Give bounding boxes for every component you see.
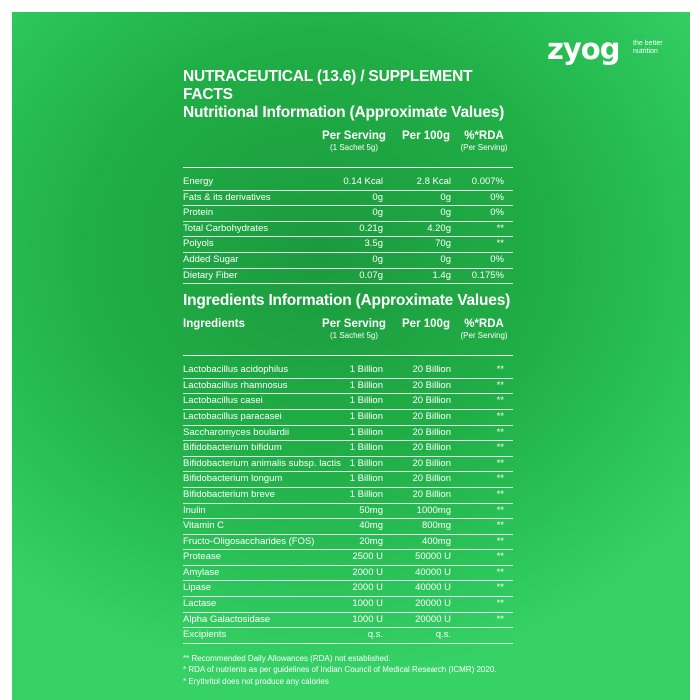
row-label: Lipase <box>183 582 211 594</box>
row-per-serving: 1 Billion <box>349 395 383 407</box>
row-per-serving: 1 Billion <box>349 364 383 376</box>
row-rda: 0.007% <box>471 176 504 187</box>
row-label: Alpha Galactosidase <box>183 613 271 625</box>
row-per-serving: 1 Billion <box>349 410 383 422</box>
row-per-serving: 1000 U <box>352 613 383 625</box>
row-rda: 0% <box>490 207 504 219</box>
row-rda: ** <box>496 395 504 407</box>
table-row <box>183 206 513 222</box>
row-label: Total Carbohydrates <box>183 222 269 234</box>
table-row <box>183 519 513 535</box>
row-label: Protein <box>183 207 214 219</box>
table-row <box>183 472 513 488</box>
row-per-serving: 1 Billion <box>349 488 383 500</box>
row-rda: ** <box>496 442 504 454</box>
row-rda: ** <box>496 598 504 610</box>
table-row <box>183 628 513 644</box>
table-row <box>183 269 513 285</box>
row-per-serving: 1 Billion <box>349 457 383 469</box>
row-per-serving: 1 Billion <box>349 442 383 454</box>
ingredients-heading: Ingredients Information (Approximate Values) <box>183 292 511 310</box>
row-label: Bifidobacterium breve <box>183 488 275 500</box>
row-label: Vitamin C <box>183 520 225 532</box>
row-rda: ** <box>496 535 504 547</box>
table-row <box>183 613 513 629</box>
row-per-100g: 4.20g <box>427 222 451 234</box>
row-per-serving: 0.14 Kcal <box>343 176 383 187</box>
row-rda: ** <box>496 410 504 422</box>
row-rda: ** <box>496 613 504 625</box>
row-per-100g: 0g <box>440 191 451 203</box>
row-label: Dietary Fiber <box>183 269 238 281</box>
row-per-100g: 400mg <box>421 535 451 547</box>
row-rda: ** <box>496 582 504 594</box>
row-per-100g: 50000 U <box>415 551 451 563</box>
row-per-100g: 0g <box>440 253 451 265</box>
row-rda: ** <box>496 222 504 234</box>
row-rda: ** <box>496 504 504 516</box>
table-row <box>183 237 513 253</box>
row-per-serving: 1000 U <box>352 598 383 610</box>
footnote: * Erythritol does not produce any calories <box>183 676 329 686</box>
col-per-serving: Per Serving (1 Sachet 5g) <box>322 130 386 152</box>
row-label: Saccharomyces boulardii <box>183 426 290 438</box>
row-label: Lactobacillus paracasei <box>183 410 282 422</box>
supplement-facts-panel <box>183 68 513 687</box>
table-row <box>183 426 513 442</box>
row-per-serving: 2000 U <box>352 582 383 594</box>
col-ingredients: Ingredients <box>183 318 245 331</box>
row-rda: ** <box>496 457 504 469</box>
row-label: Polyols <box>183 238 214 250</box>
table-row <box>183 581 513 597</box>
row-per-100g: 20000 U <box>415 598 451 610</box>
row-label: Fats & its derivatives <box>183 191 271 203</box>
nutrition-table-header <box>183 127 513 168</box>
row-per-100g: 1.4g <box>432 269 451 281</box>
row-label: Fructo-Oligosaccharides (FOS) <box>183 535 315 547</box>
row-rda: ** <box>496 488 504 500</box>
row-per-100g: 20 Billion <box>412 457 451 469</box>
row-rda: ** <box>496 551 504 563</box>
row-label: Added Sugar <box>183 253 239 265</box>
row-per-100g: 20 Billion <box>412 379 451 391</box>
page-title: NUTRACEUTICAL (13.6) / SUPPLEMENT FACTS <box>183 68 473 103</box>
table-row <box>183 363 513 379</box>
col-per-100g: Per 100g <box>402 130 450 142</box>
table-row <box>183 410 513 426</box>
row-per-100g: 2.8 Kcal <box>416 176 451 187</box>
col-per-100g: Per 100g <box>402 318 450 331</box>
white-frame-left <box>0 0 12 700</box>
row-per-100g: 20 Billion <box>412 395 451 407</box>
table-row <box>183 550 513 566</box>
footnotes <box>183 653 513 688</box>
table-row <box>183 191 513 207</box>
row-label: Protease <box>183 551 222 563</box>
row-rda: 0% <box>490 253 504 265</box>
row-per-100g: 40000 U <box>415 582 451 594</box>
nutrition-heading: Nutritional Information (Approximate Values) <box>183 104 505 121</box>
row-per-serving: 50mg <box>359 504 383 516</box>
row-per-serving: 1 Billion <box>349 379 383 391</box>
row-per-100g: 20000 U <box>415 613 451 625</box>
row-per-100g: 1000mg <box>416 504 451 516</box>
row-label: Bifidobacterium bifidum <box>183 442 282 454</box>
row-per-serving: 2000 U <box>352 566 383 578</box>
row-per-serving: 0.07g <box>359 269 383 281</box>
row-rda: ** <box>496 379 504 391</box>
table-row <box>183 488 513 504</box>
table-row <box>183 597 513 613</box>
table-row <box>183 394 513 410</box>
footnote: * RDA of nutrients as per guidelines of Indian Council of Medical Research (ICMR) 2020. <box>183 665 497 675</box>
row-per-100g: 20 Billion <box>412 410 451 422</box>
row-per-100g: 20 Billion <box>412 426 451 438</box>
row-per-serving: 0g <box>372 191 383 203</box>
row-rda: 0.175% <box>471 269 504 281</box>
row-label: Energy <box>183 176 214 187</box>
row-per-100g: 20 Billion <box>412 473 451 485</box>
ingredients-table-body <box>183 363 513 644</box>
row-rda: ** <box>496 566 504 578</box>
col-rda: %*RDA (Per Serving) <box>460 318 508 341</box>
row-per-serving: 20mg <box>359 535 383 547</box>
white-frame-top <box>0 0 690 12</box>
row-rda: ** <box>496 238 504 250</box>
row-label: Bifidobacterium animalis subsp. lactis <box>183 457 341 469</box>
brand-logo <box>547 32 663 66</box>
table-row <box>183 566 513 582</box>
row-label: Lactobacillus casei <box>183 395 263 407</box>
row-per-serving: q.s. <box>367 629 383 641</box>
nutrition-table-body <box>183 175 513 284</box>
row-per-serving: 3.5g <box>364 238 383 250</box>
logo-wordmark: zyog <box>547 32 620 66</box>
logo-tagline: the better nutrition <box>633 40 663 55</box>
row-per-serving: 1 Billion <box>349 473 383 485</box>
col-per-serving: Per Serving (1 Sachet 5g) <box>322 318 386 341</box>
row-per-100g: 800mg <box>421 520 451 532</box>
table-row <box>183 222 513 238</box>
row-per-100g: 70g <box>435 238 451 250</box>
table-row <box>183 441 513 457</box>
row-per-100g: 20 Billion <box>412 488 451 500</box>
row-label: Lactobacillus acidophilus <box>183 364 289 376</box>
row-per-100g: 40000 U <box>415 566 451 578</box>
row-per-serving: 1 Billion <box>349 426 383 438</box>
row-rda: 0% <box>490 191 504 203</box>
table-row <box>183 457 513 473</box>
row-label: Inulin <box>183 504 206 516</box>
footnote: ** Recommended Daily Allowances (RDA) not established. <box>183 653 391 663</box>
row-rda: ** <box>496 364 504 376</box>
row-label: Lactobacillus rhamnosus <box>183 379 288 391</box>
row-per-100g: 20 Billion <box>412 364 451 376</box>
table-row <box>183 253 513 269</box>
row-label: Lactase <box>183 598 217 610</box>
table-row <box>183 504 513 520</box>
table-row <box>183 175 513 191</box>
row-rda: ** <box>496 520 504 532</box>
row-per-serving: 0g <box>372 253 383 265</box>
row-per-serving: 0g <box>372 207 383 219</box>
row-rda: ** <box>496 473 504 485</box>
row-per-100g: 20 Billion <box>412 442 451 454</box>
row-per-100g: q.s. <box>435 629 451 641</box>
row-per-serving: 0.21g <box>359 222 383 234</box>
row-per-serving: 40mg <box>359 520 383 532</box>
table-row <box>183 535 513 551</box>
col-rda: %*RDA (Per Serving) <box>460 130 508 152</box>
row-rda: ** <box>496 426 504 438</box>
row-label: Amylase <box>183 566 220 578</box>
ingredients-table-header <box>183 315 513 356</box>
row-per-serving: 2500 U <box>352 551 383 563</box>
row-label: Bifidobacterium longum <box>183 473 283 485</box>
table-row <box>183 379 513 395</box>
row-label: Excipients <box>183 629 227 641</box>
row-per-100g: 0g <box>440 207 451 219</box>
